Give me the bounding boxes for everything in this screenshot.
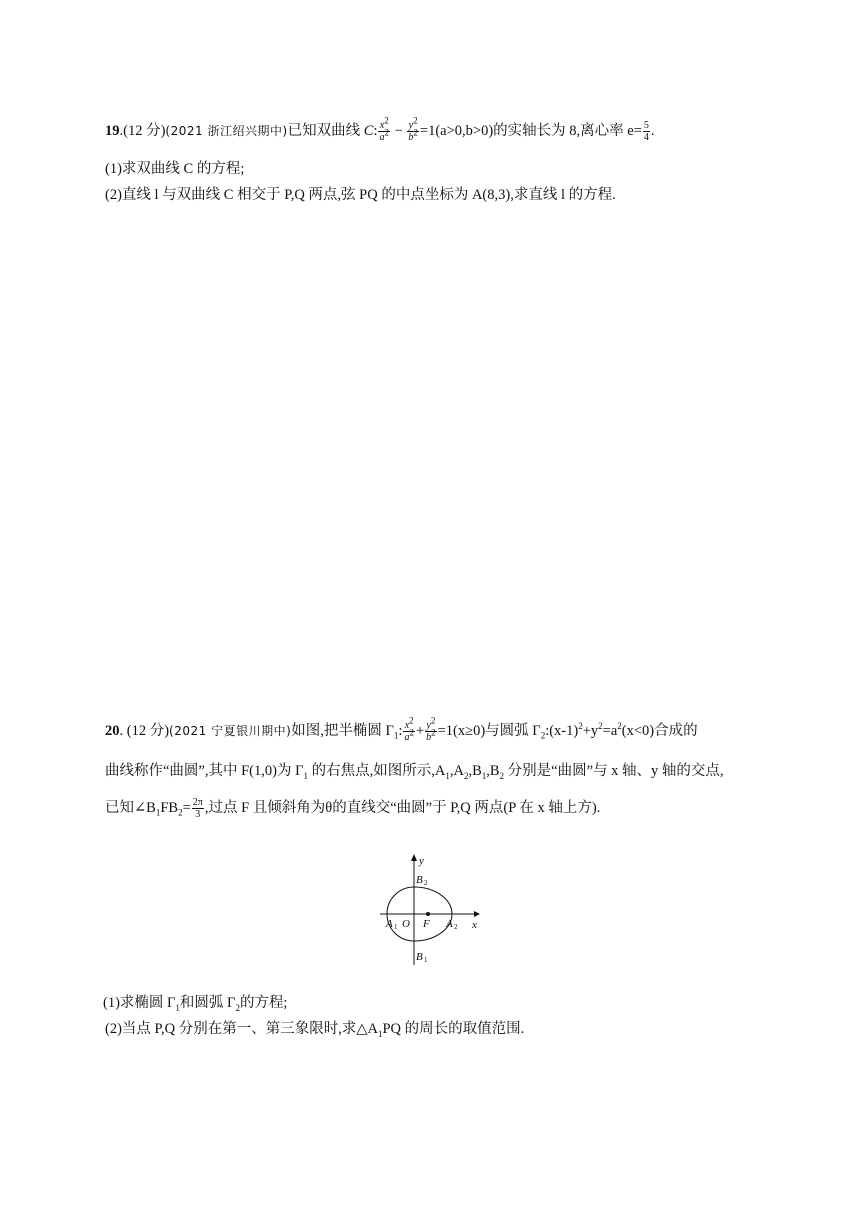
q20-stem-a-sub: 1 xyxy=(393,730,399,741)
q20-stem-a: 如图,把半椭圆 Γ xyxy=(291,722,394,739)
q20-line2-rest3: ,B xyxy=(468,763,482,779)
q20-part2: (2)当点 P,Q 分别在第一、第三象限时,求$\triangle A_1PQ$ 的周长的取值范围. xyxy=(105,1021,525,1039)
q20-part2-a: (2)当点 P,Q 分别在第一、第三象限时,求△A xyxy=(105,1021,378,1037)
q20-stem-g: (x<0)合成的 xyxy=(621,722,698,739)
label-b1: B xyxy=(416,951,423,963)
label-o: O xyxy=(402,918,410,930)
q20-frac-x2a2: $\frac{x^2}{a^2}$ xyxy=(404,715,414,743)
q20-line3-c: = xyxy=(182,799,191,816)
q19-period: . xyxy=(650,122,655,139)
q20-line2-sub: 1 xyxy=(303,770,308,781)
label-b2-sub: 2 xyxy=(424,879,428,887)
q19-e-den: 4 xyxy=(643,132,649,143)
q19-eq-rest: =1(a>0,b>0)的实轴长为 8,离心率 e= xyxy=(419,122,642,139)
q20-angle-num: 2π xyxy=(192,797,203,808)
label-a1: A xyxy=(386,918,393,930)
q20-part1-a: (1)求椭圆 Γ xyxy=(103,995,176,1011)
label-b1-sub: 1 xyxy=(424,956,428,964)
q20-stem-d: :(x-1) xyxy=(545,722,579,739)
q20-number: 20 xyxy=(105,722,120,739)
q20-stem-c: =1(x≥0)与圆弧 Γ xyxy=(437,722,541,739)
label-b2: B xyxy=(416,874,423,886)
label-y: y xyxy=(419,855,424,867)
q20-plus: + xyxy=(415,722,425,739)
x-axis-arrow xyxy=(474,911,480,917)
q20-line2-rest4: ,B xyxy=(486,763,500,779)
q20-stem-f-sup: 2 xyxy=(617,721,622,731)
y-axis-arrow xyxy=(411,854,417,861)
q20-angle-den: 3 xyxy=(195,809,201,820)
q19-source: (2021 浙江绍兴期中) xyxy=(165,123,288,138)
label-a1-sub: 1 xyxy=(394,923,398,931)
q20-source: (2021 宁夏银川期中) xyxy=(169,723,292,738)
label-x: x xyxy=(472,919,477,931)
q20-stem-line2: 曲线称作“曲圆”,其中 F(1,0)为 $\Gamma_1$ 的右焦点,如图所示$,A_1,A_2,B_1,B_2$ 分别是“曲圆”与 x 轴、y 轴的交点, xyxy=(105,763,724,781)
q19-y: y xyxy=(408,120,414,131)
q20-line3-b: FB xyxy=(160,799,179,816)
q20-part1-c: 的方程; xyxy=(239,995,288,1011)
q20-score: . (12 分) xyxy=(119,722,170,739)
q20-part1-b: 和圆弧 Γ xyxy=(179,995,236,1011)
q19-e-num: 5 xyxy=(643,120,649,131)
q20-part2-b: PQ 的周长的取值范围. xyxy=(382,1021,525,1037)
curve-figure-svg xyxy=(376,850,488,968)
q20-stem-e-sup: 2 xyxy=(598,721,603,731)
focus-point xyxy=(426,912,430,916)
q19-curve-name: C xyxy=(363,122,374,139)
q19-frac-e xyxy=(643,120,650,143)
q19-b: b xyxy=(408,132,414,143)
q20-line3-d: ,过点 F 且倾斜角为θ的直线交“曲圆”于 P,Q 两点(P 在 x 轴上方). xyxy=(204,799,601,816)
q19-stem xyxy=(105,115,655,143)
q20-stem-e: +y xyxy=(582,722,599,739)
q20-stem-f: =a xyxy=(602,722,618,739)
q20-frac-y2b2: $\frac{y^2}{b^2}$ xyxy=(426,715,436,743)
q19-a: a xyxy=(379,132,385,143)
q19-colon: : xyxy=(373,122,378,139)
q20-stem-line1 xyxy=(105,715,698,743)
q19-x: x xyxy=(379,120,385,131)
label-f: F xyxy=(423,918,430,930)
q19-minus: − xyxy=(390,122,407,139)
q20-stem-b: : xyxy=(398,722,403,739)
q20-stem-line3: 已知$\angle B_1FB_2=$ $\frac{2\pi}{3}$ ,过点 F 且倾斜角为θ的直线交“曲圆”于 P,Q 两点(P 在 x 轴上方). xyxy=(105,797,601,820)
q19-score: .(12 分) xyxy=(119,122,166,139)
curve-figure xyxy=(376,850,488,968)
q20-line2: 曲线称作“曲圆”,其中 F(1,0)为 Γ xyxy=(105,763,304,779)
q20-part1: (1)求椭圆 $\Gamma_1$和圆弧 $\Gamma_2$的方程; xyxy=(103,995,288,1013)
q20-line2-rest: 的右焦点,如图所示,A xyxy=(307,763,446,779)
q20-frac-angle xyxy=(192,797,204,820)
q20-stem-d-sup: 2 xyxy=(578,721,583,731)
q19-part2: (2)直线 l 与双曲线 C 相交于 P,Q 两点,弦 PQ 的中点坐标为 A(8,3),求直线 l 的方程. xyxy=(105,187,616,203)
q20-line2-rest2: ,A xyxy=(449,763,464,779)
q19-frac-y2b2: $\frac{y^2}{b^2}$ xyxy=(408,115,418,143)
q19-part1: (1)求双曲线 C 的方程; xyxy=(105,161,245,177)
q20-stem-c-sub: 2 xyxy=(540,730,546,741)
label-a2-sub: 2 xyxy=(454,923,458,931)
label-a2: A xyxy=(446,918,453,930)
q19-frac-x2a2: $\frac{x^2}{a^2}$ xyxy=(379,115,389,143)
q20-line3-a: 已知∠B xyxy=(105,799,156,816)
q19-stem-prefix: 已知双曲线 xyxy=(287,122,364,139)
q19-number: 19 xyxy=(105,122,120,139)
q20-line2-tail: 分别是“曲圆”与 x 轴、y 轴的交点, xyxy=(504,763,724,779)
